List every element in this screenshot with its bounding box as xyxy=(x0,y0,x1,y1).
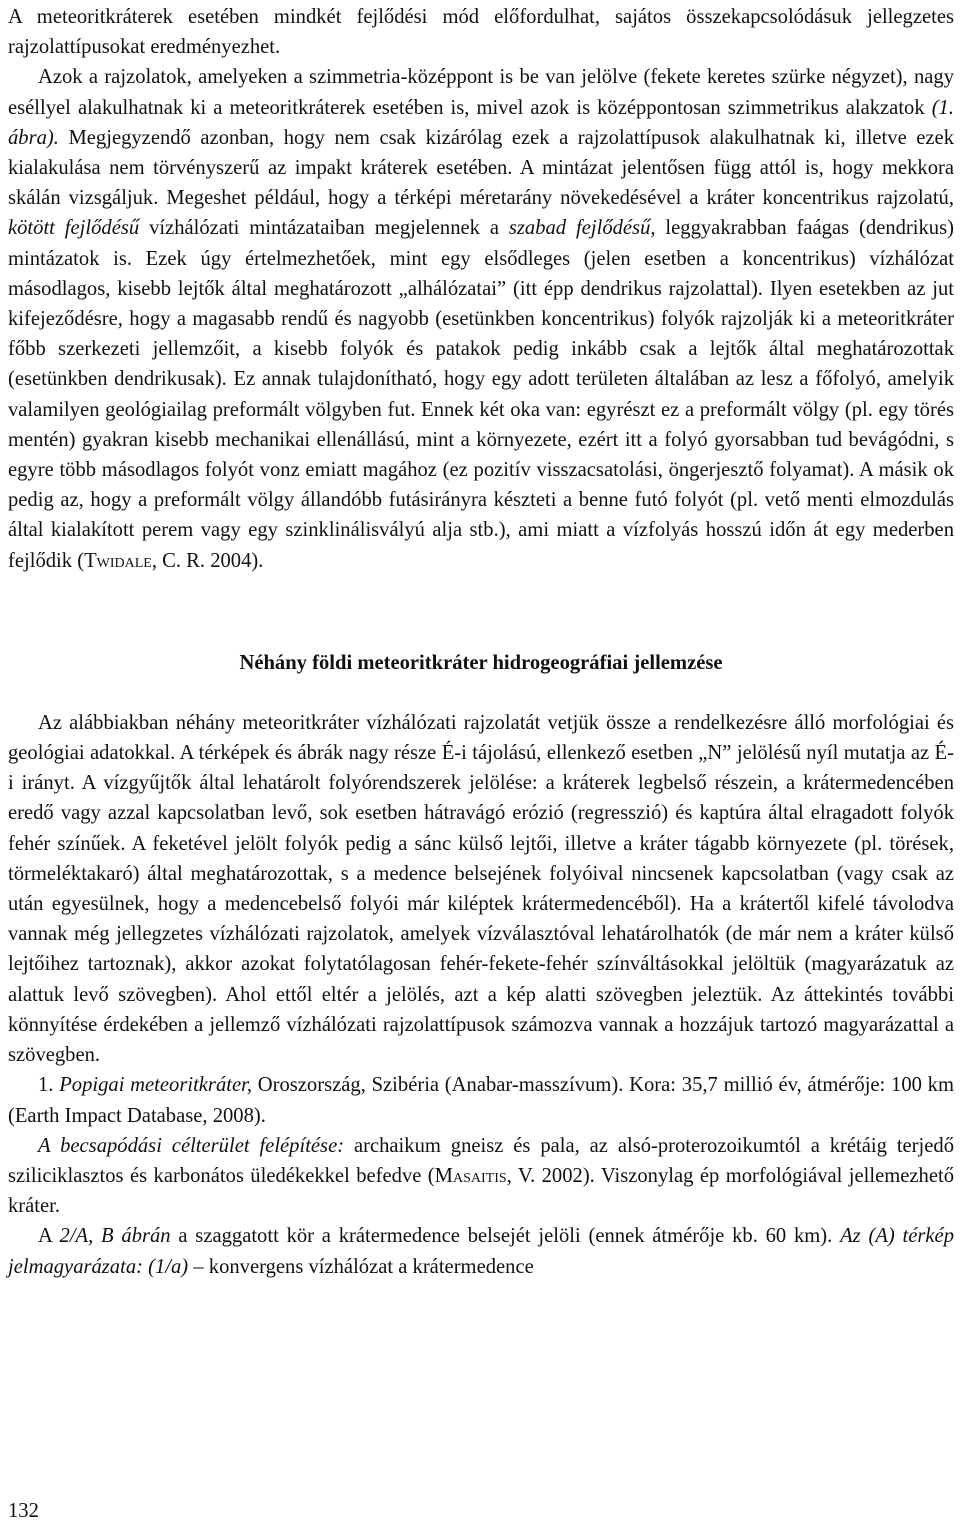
paragraph-text: A xyxy=(38,1225,60,1248)
paragraph-target-geology xyxy=(8,1131,954,1222)
legend-label: Az (A) térkép jelmagyarázata: (1/a) xyxy=(8,1225,954,1278)
paragraph-popigai xyxy=(8,1070,954,1130)
paragraph-text: Oroszország, Szibéria (Anabar-masszívum). Kora: 35,7 millió év, átmérője: 100 km (Earth Impact Database, 2008). xyxy=(8,1074,954,1127)
paragraph-text: , C. R. 2004). xyxy=(151,549,264,572)
citation-author: Masaitis xyxy=(434,1164,507,1187)
document-page xyxy=(8,0,954,1282)
paragraph-symmetry-patterns xyxy=(8,62,954,575)
subheading-italic: A becsapódási célterület felépítése: xyxy=(38,1134,345,1157)
figure-reference: (1. ábra). xyxy=(8,96,954,149)
section-heading: Néhány földi meteoritkráter hidrogeográfiai jellemzése xyxy=(239,651,723,674)
term-italic: szabad fejlődésű, xyxy=(508,217,656,240)
paragraph-text: archaikum gneisz és pala, az alsó-proterozoikumtól a krétáig terjedő sziliciklasztos és karbonátos üledékekkel befedve ( xyxy=(8,1134,955,1187)
list-number: 1. xyxy=(38,1074,60,1097)
paragraph-text: – konvergens vízhálózat a krátermedence xyxy=(188,1255,534,1278)
paragraph-figure-legend xyxy=(8,1221,954,1281)
term-italic: kötött fejlődésű xyxy=(8,217,140,240)
paragraph-text: Megjegyzendő azonban, hogy nem csak kizárólag ezek a rajzolattípusok alakulhatnak ki, illetve ezek kialakulása nem törvényszerű az impakt kráterek esetében. A mintázat jelentősen függ attól is, hogy mekkora skálán vizsgáljuk. Megeshet például, hogy a térképi méretarány növekedésével a kráter koncentrikus rajzolatú, xyxy=(8,126,954,210)
figure-reference: 2/A, B ábrán xyxy=(59,1225,171,1248)
paragraph-text: Azok a rajzolatok, amelyeken a szimmetria-középpont is be van jelölve (fekete keretes szürke négyzet), nagy eséllyel alakulhatnak ki a meteoritkráterek esetében is, mivel azok is középpontosan szimmetrikus alakzatok xyxy=(8,66,954,119)
paragraph-method: Az alábbiakban néhány meteoritkráter vízhálózati rajzolatát vetjük össze a rendelkezésre álló morfológiai és geológiai adatokkal. A térképek és ábrák nagy része É-i tájolású, ellenkező esetben „N” jelölésű nyíl mutatja az É-i irányt. A vízgyűjtők által lehatárolt folyórendszerek jelölése: a kráterek legbelső részein, a krátermedencében eredő vagy azzal kapcsolatban levő, sok esetben hátravágó erózió (regresszió) és kaptúra által elragadott folyók fehér színűek. A feketével jelölt folyók pedig a sánc külső lejtői, illetve a kráter tágabb környezete (pl. törések, törmeléktakaró) által meghatározottak, s a medence belsejének folyóival nincsenek kapcsolatban (vagy csak az után egyesülnek, hogy a medencebelső folyói már kiléptek krátermedencéből). Ha a krátertől kifelé távolodva vannak még jellegzetes vízhálózati rajzolatok, amelyek vízválasztóval lehatárolhatók (de már nem a kráter külső lejtőihez tartoznak), akkor azokat folytatólagosan fehér-fekete-fehér színváltásokkal jelöltük (magyarázatuk az alattuk levő szövegben). Ahol ettől eltér a jelölés, azt a kép alatti szövegben jeleztük. Az áttekintés további könnyítése érdekében a jellemző vízhálózati rajzolattípusok számozva vannak a hozzájuk tartozó magyarázattal a szövegben. xyxy=(8,711,954,1067)
page-number: 132 xyxy=(8,1500,39,1522)
paragraph-text: leggyakrabban faágas (dendrikus) mintázatok is. Ezek úgy értelmezhetőek, mint egy elsődleges (jelen esetben a koncentrikus) vízhálózat másodlagos, kisebb lejtők által meghatározott „alhálózatai” (itt épp dendrikus rajzolattal). Ilyen esetekben az jut kifejeződésre, hogy a magasabb rendű és nagyobb (esetünkben koncentrikus) folyók rajzolják ki a meteoritkráter főbb szerkezeti jellemzőit, a kisebb folyók és patakok pedig inkább csak a lejtők által meghatározottak (esetünkben dendrikusak). Ez annak tulajdonítható, hogy egy adott területen általában az lesz a főfolyó, amelyik valamilyen geológiailag preformált völgyben fut. Ennek két oka van: egyrészt ez a preformált völgy (pl. egy törés mentén) gyakran kisebb mechanikai ellenállású, mint a környezete, ezért itt a folyó gyorsabban tud bevágódni, s egyre több másodlagos folyót vonz emiatt magához (ez pozitív visszacsatolási, öngerjesztő folyamat). A másik ok pedig az, hogy a preformált völgy állandóbb futásirányra készteti a benne futó folyót (pl. vető menti elmozdulás által kialakított perem vagy egy szinklinálisvályú alja stb.), ami miatt a vízfolyás hosszú időn át egy mederben fejlődik ( xyxy=(8,217,954,572)
paragraph-intro-continuation: A meteoritkráterek esetében mindkét fejlődési mód előfordulhat, sajátos összekapcsolódásuk jellegzetes rajzolattípusokat eredményezhet. xyxy=(8,6,954,59)
paragraph-text: vízhálózati mintázataiban megjelennek a xyxy=(139,217,509,240)
paragraph-text: , V. 2002). Viszonylag ép morfológiával jellemezhető kráter. xyxy=(8,1164,955,1218)
citation-author: Twidale xyxy=(84,549,152,572)
crater-name: Popigai meteoritkráter, xyxy=(59,1074,252,1097)
paragraph-text: a szaggatott kör a krátermedence belsejét jelöli (ennek átmérője kb. 60 km). xyxy=(170,1225,841,1248)
